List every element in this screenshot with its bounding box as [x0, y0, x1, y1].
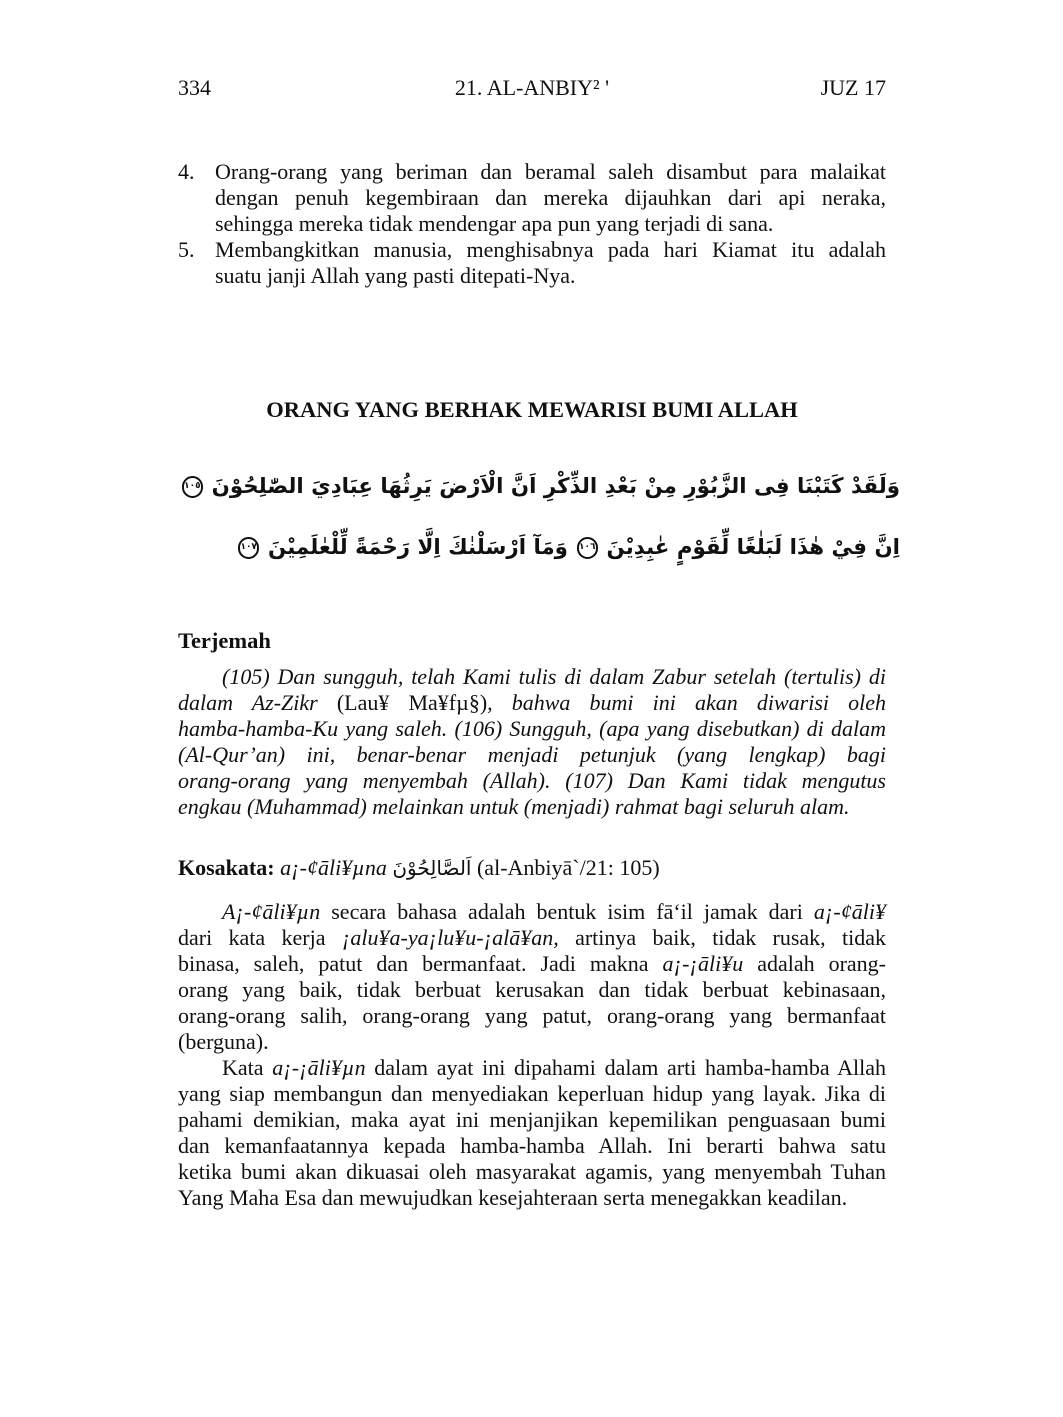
ayat-line-content [237, 517, 900, 578]
translation-line [178, 742, 886, 768]
vocabulary-label: Kosakata: [178, 855, 275, 880]
text-segment: hamba-hamba-Ku yang saleh. (106) Sungguh, (apa yang disebutkan) di dalam [178, 716, 886, 741]
text-segment: orang-orang salih, orang-orang yang patut, orang-orang yang bermanfaat [178, 1003, 886, 1028]
page-number: 334 [178, 75, 211, 100]
explanation-line [178, 977, 886, 1003]
text-segment: (Al-Qur’an) ini, benar-benar menjadi petunjuk (yang lengkap) bagi [178, 742, 886, 767]
list-item [178, 237, 886, 289]
vocabulary-term-arabic: اَلصَّالِحُوْنَ [392, 856, 472, 880]
explanation-line [178, 1159, 886, 1185]
list-item-number: 4. [178, 159, 195, 184]
explanation-line [178, 1029, 886, 1055]
translation-line [178, 768, 886, 794]
ayah-text: اِنَّ فِيْ هٰذَا لَبَلٰغًا لِّقَوْمٍ عٰبِدِيْنَ [606, 535, 900, 560]
translation-line [178, 716, 886, 742]
chapter-title: 21. AL-ANBIY² ' [454, 75, 610, 100]
ayat-line-2 [178, 517, 900, 578]
transliterated-term: ¡alu¥a-ya¡lu¥u-¡alā¥an, [341, 925, 559, 950]
text-segment: dan kemanfaatannya kepada hamba-hamba Allah. Ini berarti bahwa satu [178, 1133, 886, 1158]
upright-term: (Lau¥ Ma¥fµ§) [336, 690, 488, 715]
text-segment: yang siap membangun dan menyediakan keperluan hidup yang layak. Jika di [178, 1081, 886, 1106]
text-segment: (berguna). [178, 1029, 269, 1054]
translation-line [178, 690, 886, 716]
text-segment: dari kata kerja [178, 925, 342, 950]
juz-label: JUZ 17 [820, 75, 886, 100]
transliterated-term: a¡-¡āli¥u [662, 951, 744, 976]
translation-line [178, 794, 886, 820]
text-segment: dalam ayat ini dipahami dalam arti hamba-hamba Allah [365, 1055, 887, 1080]
transliterated-term: a¡-¢āli¥ [813, 899, 886, 924]
list-item [178, 159, 886, 237]
explanation-line [178, 1055, 886, 1081]
list-item-line: Orang-orang yang beriman dan beramal saleh disambut para malaikat [215, 159, 886, 184]
list-item-line: Membangkitkan manusia, menghisabnya pada hari Kiamat itu adalah [215, 237, 886, 262]
explanation-line [178, 899, 886, 925]
ayah-text: وَمَآ اَرْسَلْنٰكَ اِلَّا رَحْمَةً لِّلْعٰلَمِيْنَ [267, 535, 568, 560]
summary-list [178, 159, 886, 289]
explanation-line [178, 951, 886, 977]
transliterated-term: a¡-¡āli¥µn [272, 1055, 366, 1080]
ayah-number-marker: ١٠٧ [238, 537, 259, 558]
list-item-number: 5. [178, 237, 195, 262]
vocabulary-reference: (al-Anbiyā`/21: 105) [476, 855, 660, 880]
quran-verses [178, 456, 900, 578]
vocabulary-line [178, 855, 886, 881]
text-segment: dalam Az-Zikr [178, 690, 337, 715]
vocabulary-term-latin: a¡-¢āli¥µna [280, 855, 387, 880]
text-segment: engkau (Muhammad) melainkan untuk (menjadi) rahmat bagi seluruh alam. [178, 794, 850, 819]
ayah-number-marker: ١٠٥ [182, 476, 203, 497]
text-segment: secara bahasa adalah bentuk isim fā‘il jamak dari [320, 899, 814, 924]
text-segment: orang-orang yang menyembah (Allah). (107) Dan Kami tidak mengutus [178, 768, 886, 793]
list-item-text [215, 159, 886, 237]
explanation-line [178, 1133, 886, 1159]
explanation-line [178, 1081, 886, 1107]
translation-text [178, 664, 886, 820]
explanation-line [178, 1107, 886, 1133]
text-segment: (105) Dan sungguh, telah Kami tulis di dalam Zabur setelah (tertulis) di [222, 664, 886, 689]
section-title: ORANG YANG BERHAK MEWARISI BUMI ALLAH [266, 397, 798, 422]
list-item-line: dengan penuh kegembiraan dan mereka dijauhkan dari api neraka, [215, 185, 886, 210]
text-segment: pahami demikian, maka ayat ini menjanjikan kepemilikan penguasaan bumi [178, 1107, 886, 1132]
explanation-line [178, 925, 886, 951]
text-segment: ketika bumi akan dikuasai oleh masyarakat agamis, yang menyembah Tuhan [178, 1159, 886, 1184]
ayah-text: وَلَقَدْ كَتَبْنَا فِى الزَّبُوْرِ مِنْ بَعْدِ الذِّكْرِ اَنَّ الْاَرْضَ يَرِثُهَا عِبَادِيَ الصّٰلِحُوْنَ [211, 474, 900, 499]
list-item-line: suatu janji Allah yang pasti ditepati-Nya. [215, 263, 576, 288]
text-segment: adalah orang- [743, 951, 886, 976]
text-segment: orang yang baik, tidak berbuat kerusakan dan tidak berbuat kebinasaan, [178, 977, 886, 1002]
list-item-line: sehingga mereka tidak mendengar apa pun yang terjadi di sana. [215, 211, 774, 236]
explanation-text [178, 899, 886, 1211]
text-segment: , bahwa bumi ini akan diwarisi oleh [487, 690, 886, 715]
translation-line [178, 664, 886, 690]
explanation-line [178, 1185, 886, 1211]
ayat-line-1 [178, 456, 900, 517]
translation-heading: Terjemah [178, 628, 271, 653]
text-segment: binasa, saleh, patut dan bermanfaat. Jadi makna [178, 951, 663, 976]
transliterated-term: A¡-¢āli¥µn [222, 899, 321, 924]
ayah-number-marker: ١٠٦ [577, 537, 598, 558]
text-segment: Kata [222, 1055, 273, 1080]
running-header [178, 75, 886, 101]
text-segment: Yang Maha Esa dan mewujudkan kesejahteraan serta menegakkan keadilan. [178, 1185, 848, 1210]
list-item-text [215, 237, 886, 289]
ayat-line-content [181, 456, 900, 517]
text-segment: artinya baik, tidak rusak, tidak [558, 925, 887, 950]
explanation-line [178, 1003, 886, 1029]
